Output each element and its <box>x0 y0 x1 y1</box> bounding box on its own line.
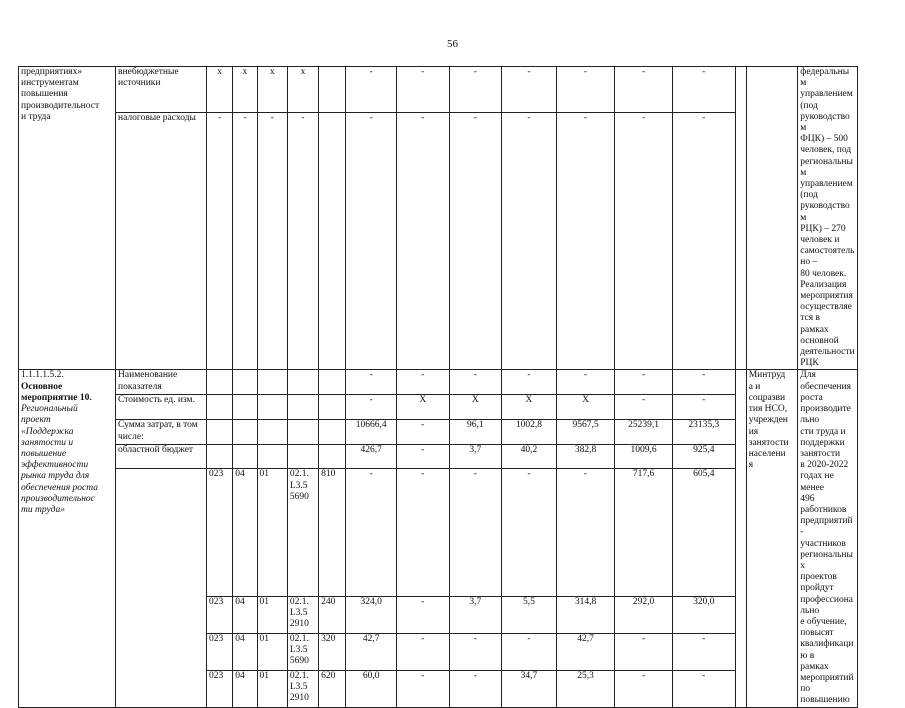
cell-line: рамках основной <box>800 324 839 346</box>
value-cell: 5,5 <box>502 596 557 633</box>
table-row <box>19 67 858 113</box>
code-cell: х <box>287 67 318 113</box>
table-row <box>19 420 858 445</box>
cell-line: тия НСО, <box>748 404 788 415</box>
value-cell: - <box>615 395 673 420</box>
value-cell: - <box>615 633 673 670</box>
value-cell: - <box>449 113 502 370</box>
value-cell: - <box>556 469 615 596</box>
value-cell: - <box>396 370 449 395</box>
vr-cell: 240 <box>319 596 346 633</box>
value-cell: - <box>449 633 502 670</box>
value-cell: 96,1 <box>449 420 502 445</box>
cell-line: повышения <box>21 89 68 100</box>
cell-line: управлением <box>800 179 853 190</box>
value-cell: 42,7 <box>346 633 397 670</box>
cell-line: инструментам <box>21 78 79 89</box>
cell-line: управлением <box>800 89 853 100</box>
value-cell: - <box>502 67 557 113</box>
cell-line: профессионально <box>800 594 854 616</box>
value-cell: 10666,4 <box>346 420 397 445</box>
cell-line: предприятий - <box>800 516 853 538</box>
cell-line: 5690 <box>289 491 309 502</box>
cell-line: 2910 <box>289 618 309 629</box>
code-cell: - <box>207 113 233 370</box>
code-cell <box>257 370 287 395</box>
cell-line: мероприятия <box>800 291 853 302</box>
rz-cell: 04 <box>233 469 257 596</box>
result-cell <box>798 370 858 707</box>
value-cell: 9567,5 <box>556 420 615 445</box>
code-cell: - <box>257 113 287 370</box>
value-cell: 605,4 <box>672 469 735 596</box>
cell-line: роста <box>800 392 823 403</box>
code-cell: - <box>233 113 257 370</box>
code-cell <box>207 445 233 469</box>
code-cell <box>207 420 233 445</box>
code-cell <box>287 445 318 469</box>
value-cell: - <box>672 633 735 670</box>
value-cell: 42,7 <box>556 633 615 670</box>
event-desc-line: ти труда» <box>21 504 65 515</box>
value-cell: 1002,8 <box>502 420 557 445</box>
cell-line: 2910 <box>289 692 309 703</box>
grbs-cell: 023 <box>207 596 233 633</box>
value-cell: - <box>556 67 615 113</box>
cell-line: сти труда и <box>800 426 846 437</box>
vr-cell: 320 <box>319 633 346 670</box>
value-cell: 426,7 <box>346 445 397 469</box>
event-desc-line: занятости и <box>21 437 74 448</box>
code-cell: х <box>233 67 257 113</box>
event-desc-line: «Поддержка <box>21 426 74 437</box>
cell-line: человек и <box>800 235 840 246</box>
executor-cell <box>746 67 798 370</box>
code-cell: х <box>207 67 233 113</box>
value-cell: Х <box>449 395 502 420</box>
cell-line: я <box>748 460 754 471</box>
indicator-label: Наименование показателя <box>116 370 207 395</box>
event-name-cell <box>19 67 116 370</box>
cell-line: квалификацию в <box>800 639 854 661</box>
cell-line: мероприятий по <box>800 672 854 695</box>
cell-line: 5690 <box>289 655 309 666</box>
value-cell: Х <box>556 395 615 420</box>
cell-line: производительност <box>21 100 100 111</box>
code-cell <box>319 67 346 113</box>
csr-cell <box>287 469 318 596</box>
cell-line: 80 человек. <box>800 268 847 279</box>
rz-cell: 04 <box>233 596 257 633</box>
cell-line: L3.5 <box>289 644 308 655</box>
value-cell: - <box>346 67 397 113</box>
value-cell: 23135,3 <box>672 420 735 445</box>
table-row <box>19 113 858 370</box>
value-cell: - <box>396 469 449 596</box>
cell-line: 02.1. <box>289 596 309 607</box>
value-cell: - <box>615 370 673 395</box>
cell-line: самостоятельно – <box>800 246 855 268</box>
value-cell: 717,6 <box>615 469 673 596</box>
value-cell: 25239,1 <box>615 420 673 445</box>
code-cell <box>233 420 257 445</box>
cell-line: предприятиях» <box>21 67 83 77</box>
value-cell: 292,0 <box>615 596 673 633</box>
spacer-cell <box>735 370 746 707</box>
value-cell: - <box>615 670 673 707</box>
cell-line: деятельности <box>800 347 855 358</box>
cell-line: осуществляется в <box>800 302 852 324</box>
code-cell <box>257 395 287 420</box>
cell-line: L3.5 <box>289 681 308 692</box>
value-cell: - <box>396 596 449 633</box>
value-cell: 1009,6 <box>615 445 673 469</box>
value-cell: Х <box>396 395 449 420</box>
value-cell: Х <box>502 395 557 420</box>
value-cell: 40,2 <box>502 445 557 469</box>
csr-cell <box>287 633 318 670</box>
indicator-label: Сумма затрат, в том числе: <box>116 420 207 445</box>
value-cell: - <box>672 670 735 707</box>
cell-line: годах не менее <box>800 471 834 493</box>
value-cell: - <box>556 113 615 370</box>
indicator-label: Стоимость ед. изм. <box>116 395 207 420</box>
page-number: 56 <box>447 38 458 50</box>
value-cell: - <box>672 67 735 113</box>
value-cell: - <box>502 633 557 670</box>
value-cell: - <box>556 370 615 395</box>
code-cell <box>233 445 257 469</box>
cell-line: Для обеспечения <box>800 370 851 392</box>
cell-line: рамках <box>800 661 829 672</box>
cell-line: и труда <box>21 111 51 122</box>
code-cell <box>319 113 346 370</box>
value-cell: 324,0 <box>346 596 397 633</box>
value-cell: - <box>396 670 449 707</box>
value-cell: 925,4 <box>672 445 735 469</box>
cell-line: участников <box>800 538 846 549</box>
value-cell: - <box>615 113 673 370</box>
pr-cell: 01 <box>257 670 287 707</box>
value-cell: - <box>672 395 735 420</box>
rz-cell: 04 <box>233 670 257 707</box>
value-cell: - <box>502 113 557 370</box>
event-desc-line: производительнос <box>21 493 95 504</box>
value-cell: - <box>672 113 735 370</box>
value-cell: - <box>502 469 557 596</box>
value-cell: - <box>396 67 449 113</box>
code-cell <box>233 370 257 395</box>
value-cell: - <box>346 469 397 596</box>
code-cell <box>257 420 287 445</box>
grbs-cell: 023 <box>207 633 233 670</box>
grbs-cell: 023 <box>207 670 233 707</box>
cell-line: руководством <box>800 111 850 134</box>
code-cell <box>233 395 257 420</box>
cell-line: 02.1. <box>289 670 309 681</box>
source-label: внебюджетные источники <box>116 67 207 113</box>
cell-line: Минтруд <box>748 370 786 381</box>
value-cell: - <box>346 370 397 395</box>
cell-line: федеральным <box>800 67 850 89</box>
csr-cell <box>287 670 318 707</box>
value-cell: 60,0 <box>346 670 397 707</box>
cell-line: в 2020-2022 <box>800 460 849 471</box>
cell-line: РЦК <box>800 358 819 369</box>
cell-line: региональным <box>800 156 853 178</box>
indicator-label <box>116 469 207 707</box>
cell-line: повышению <box>800 695 850 706</box>
event-desc-line: эффективности <box>21 460 89 471</box>
result-cell <box>798 67 858 370</box>
code-cell <box>257 445 287 469</box>
code-cell <box>287 395 318 420</box>
code-cell: х <box>257 67 287 113</box>
csr-cell <box>287 596 318 633</box>
cell-line: Реализация <box>800 279 847 290</box>
event-desc-line: проект <box>21 415 51 426</box>
table-row <box>19 395 858 420</box>
value-cell: - <box>396 445 449 469</box>
cell-line: проектов пройдут <box>800 572 837 594</box>
cell-line: занятости <box>800 448 841 459</box>
value-cell: 25,3 <box>556 670 615 707</box>
cell-line: 496 работников <box>800 493 847 515</box>
cell-line: региональных <box>800 549 853 571</box>
program-table <box>18 66 858 708</box>
value-cell: 3,7 <box>449 596 502 633</box>
code-cell <box>207 395 233 420</box>
code-cell <box>319 420 346 445</box>
cell-line: (под <box>800 100 818 111</box>
value-cell: - <box>672 370 735 395</box>
cell-line: ия <box>748 426 759 437</box>
value-cell: - <box>346 113 397 370</box>
cell-line: руководством <box>800 201 850 223</box>
code-cell <box>319 370 346 395</box>
value-cell: - <box>502 370 557 395</box>
value-cell: 3,7 <box>449 445 502 469</box>
indicator-label: областной бюджет <box>116 445 207 469</box>
pr-cell: 01 <box>257 596 287 633</box>
code-cell: - <box>287 113 318 370</box>
value-cell: 314,8 <box>556 596 615 633</box>
code-cell <box>319 445 346 469</box>
event-desc-line: рынка труда для <box>21 471 90 482</box>
cell-line: 02.1. <box>289 633 309 644</box>
pr-cell: 01 <box>257 633 287 670</box>
value-cell: 320,0 <box>672 596 735 633</box>
value-cell: - <box>396 113 449 370</box>
cell-line: РЦК) – 270 <box>800 223 846 234</box>
vr-cell: 810 <box>319 469 346 596</box>
table-row <box>19 445 858 469</box>
value-cell: - <box>449 370 502 395</box>
cell-line: (под <box>800 190 818 201</box>
cell-line: повысят <box>800 628 834 639</box>
vr-cell: 620 <box>319 670 346 707</box>
value-cell: - <box>449 670 502 707</box>
cell-line: занятости <box>748 437 789 448</box>
value-cell: 382,8 <box>556 445 615 469</box>
code-cell <box>287 420 318 445</box>
cell-line: L3.5 <box>289 480 308 491</box>
cell-line: L3.5 <box>289 607 308 618</box>
event-desc-line: Региональный <box>21 404 78 415</box>
cell-line: населени <box>748 448 786 459</box>
event-code: 1.1.1.1.5.2. <box>21 370 64 381</box>
value-cell: 34,7 <box>502 670 557 707</box>
event-title: Основное мероприятие 10. <box>21 381 92 403</box>
event-desc-line: обеспечения роста <box>21 482 98 493</box>
code-cell <box>207 370 233 395</box>
value-cell: - <box>396 420 449 445</box>
code-cell <box>287 370 318 395</box>
table-row <box>19 469 858 596</box>
value-cell: - <box>615 67 673 113</box>
rz-cell: 04 <box>233 633 257 670</box>
cell-line: поддержки <box>800 437 845 448</box>
spacer-cell <box>735 67 746 370</box>
grbs-cell: 023 <box>207 469 233 596</box>
event-name-cell <box>19 370 116 707</box>
value-cell: - <box>449 469 502 596</box>
table-row <box>19 370 858 395</box>
value-cell: - <box>346 395 397 420</box>
cell-line: е обучение, <box>800 616 847 627</box>
cell-line: 02.1. <box>289 469 309 480</box>
cell-line: производительно <box>800 404 851 426</box>
value-cell: - <box>396 633 449 670</box>
cell-line: а и <box>748 381 761 392</box>
source-label: налоговые расходы <box>116 113 207 370</box>
pr-cell: 01 <box>257 469 287 596</box>
cell-line: учрежден <box>748 415 788 426</box>
code-cell <box>319 395 346 420</box>
cell-line: соцразви <box>748 392 786 403</box>
event-desc-line: повышение <box>21 448 67 459</box>
cell-line: ФЦК) – 500 <box>800 134 848 145</box>
executor-cell <box>746 370 798 707</box>
cell-line: человек, под <box>800 145 852 156</box>
value-cell: - <box>449 67 502 113</box>
